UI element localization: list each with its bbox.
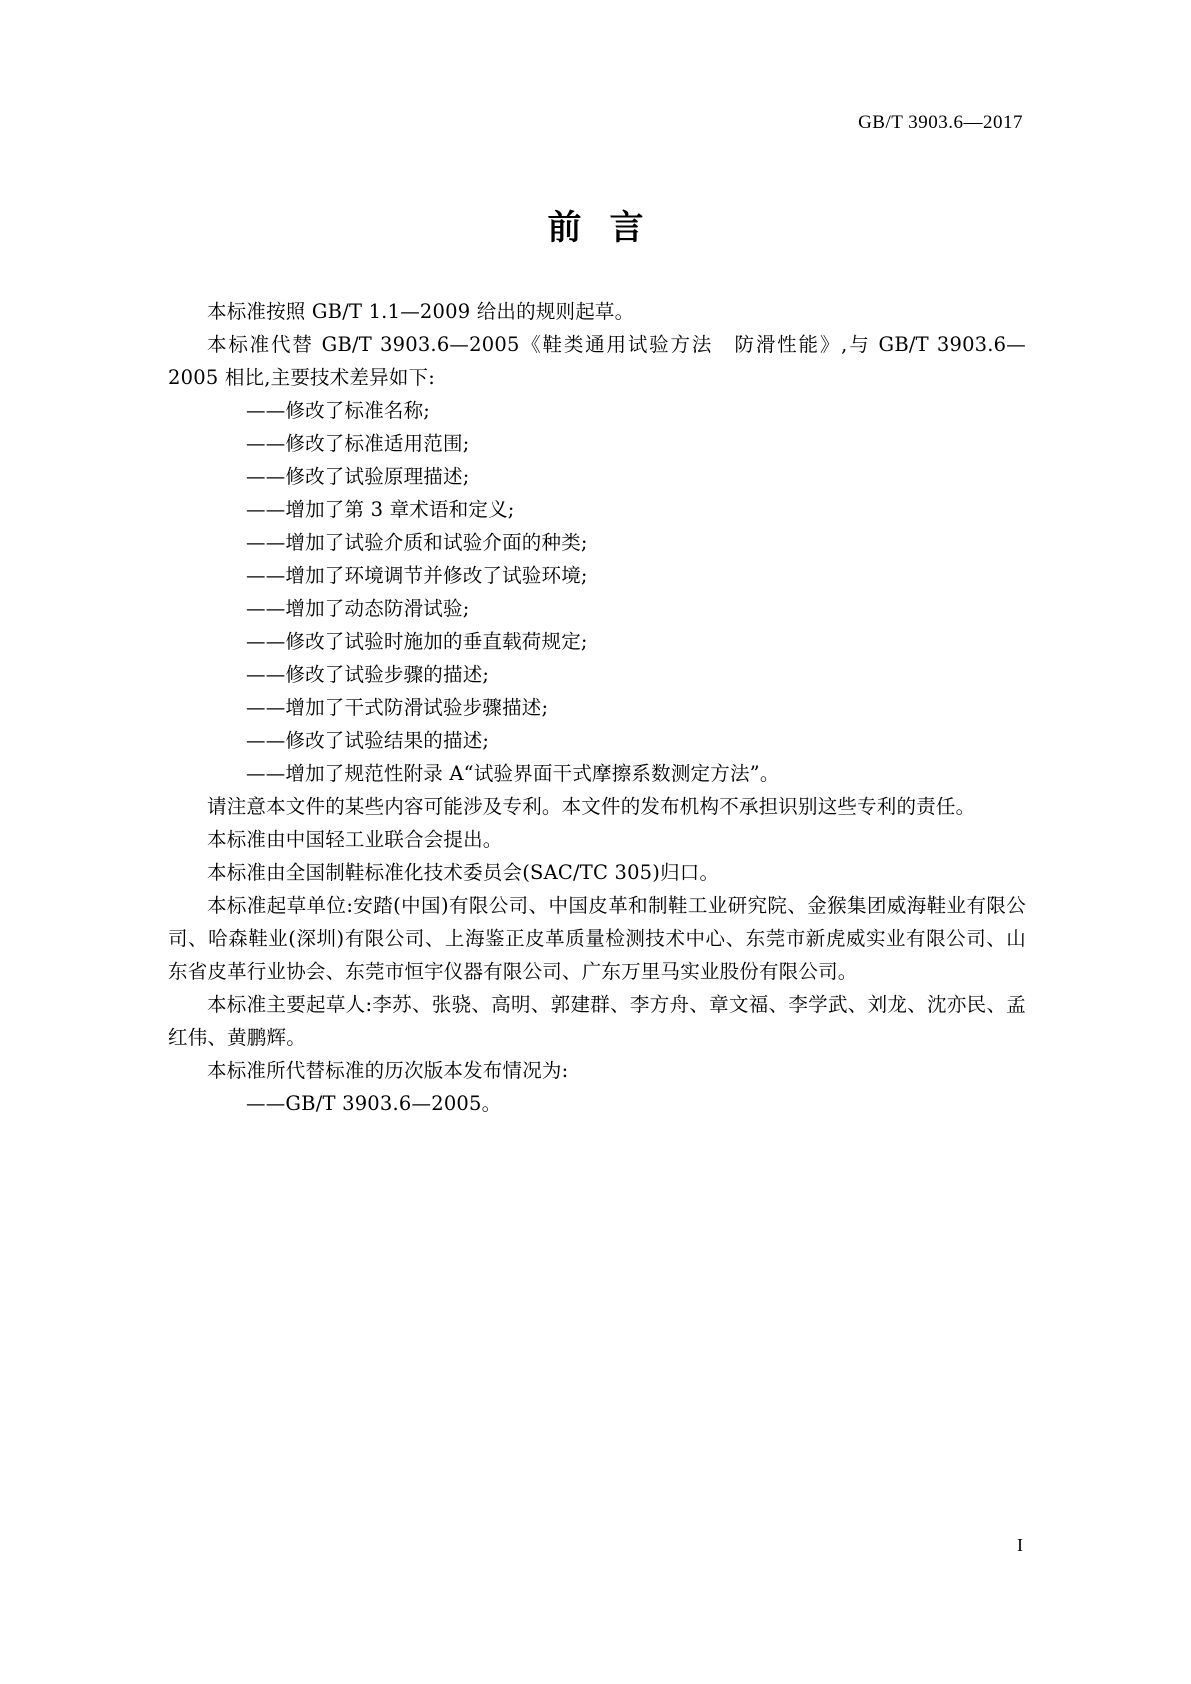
page-number: I xyxy=(1017,1535,1023,1555)
change-item: ——修改了标准名称; xyxy=(246,399,431,422)
drafters-paragraph: 本标准主要起草人:李苏、张骁、高明、郭建群、李方舟、章文福、李学武、刘龙、沈亦民、孟红伟、黄鹏辉。 xyxy=(168,993,1026,1049)
change-item: ——修改了试验结果的描述; xyxy=(246,729,490,752)
change-item: ——修改了试验原理描述; xyxy=(246,465,470,488)
change-item: ——修改了试验步骤的描述; xyxy=(246,663,490,686)
change-item: ——增加了第 3 章术语和定义; xyxy=(246,498,515,521)
change-item: ——修改了试验时施加的垂直载荷规定; xyxy=(246,630,588,653)
note-paragraph: 本标准由中国轻工业联合会提出。 xyxy=(207,828,503,851)
drafting-units-paragraph: 本标准起草单位:安踏(中国)有限公司、中国皮革和制鞋工业研究院、金猴集团威海鞋业有限公司、哈森鞋业(深圳)有限公司、上海鉴正皮革质量检测技术中心、东莞市新虎威实业有限公司、山东省皮革行业协会、东莞市恒宇仪器有限公司、广东万里马实业股份有限公司。 xyxy=(168,894,1026,983)
page-header-standard-number: GB/T 3903.6—2017 xyxy=(858,112,1023,133)
change-item: ——增加了动态防滑试验; xyxy=(246,597,470,620)
change-item: ——修改了标准适用范围; xyxy=(246,432,470,455)
change-item: ——增加了试验介质和试验介面的种类; xyxy=(246,531,588,554)
foreword-paragraph: 本标准代替 GB/T 3903.6—2005《鞋类通用试验方法 防滑性能》,与 GB/T 3903.6—2005 相比,主要技术差异如下: xyxy=(168,333,1026,389)
change-item: ——增加了环境调节并修改了试验环境; xyxy=(246,564,588,587)
page-title: 前言 xyxy=(547,208,672,248)
note-paragraph: 本标准由全国制鞋标准化技术委员会(SAC/TC 305)归口。 xyxy=(207,861,720,884)
foreword-paragraph: 本标准按照 GB/T 1.1—2009 给出的规则起草。 xyxy=(207,300,635,323)
change-item: ——增加了规范性附录 A“试验界面干式摩擦系数测定方法”。 xyxy=(246,762,780,785)
change-item: ——增加了干式防滑试验步骤描述; xyxy=(246,696,549,719)
foreword-body xyxy=(168,295,1026,1120)
note-paragraph: 本标准所代替标准的历次版本发布情况为: xyxy=(207,1059,569,1082)
note-paragraph: 请注意本文件的某些内容可能涉及专利。本文件的发布机构不承担识别这些专利的责任。 xyxy=(207,795,976,818)
history-item: ——GB/T 3903.6—2005。 xyxy=(246,1092,502,1115)
